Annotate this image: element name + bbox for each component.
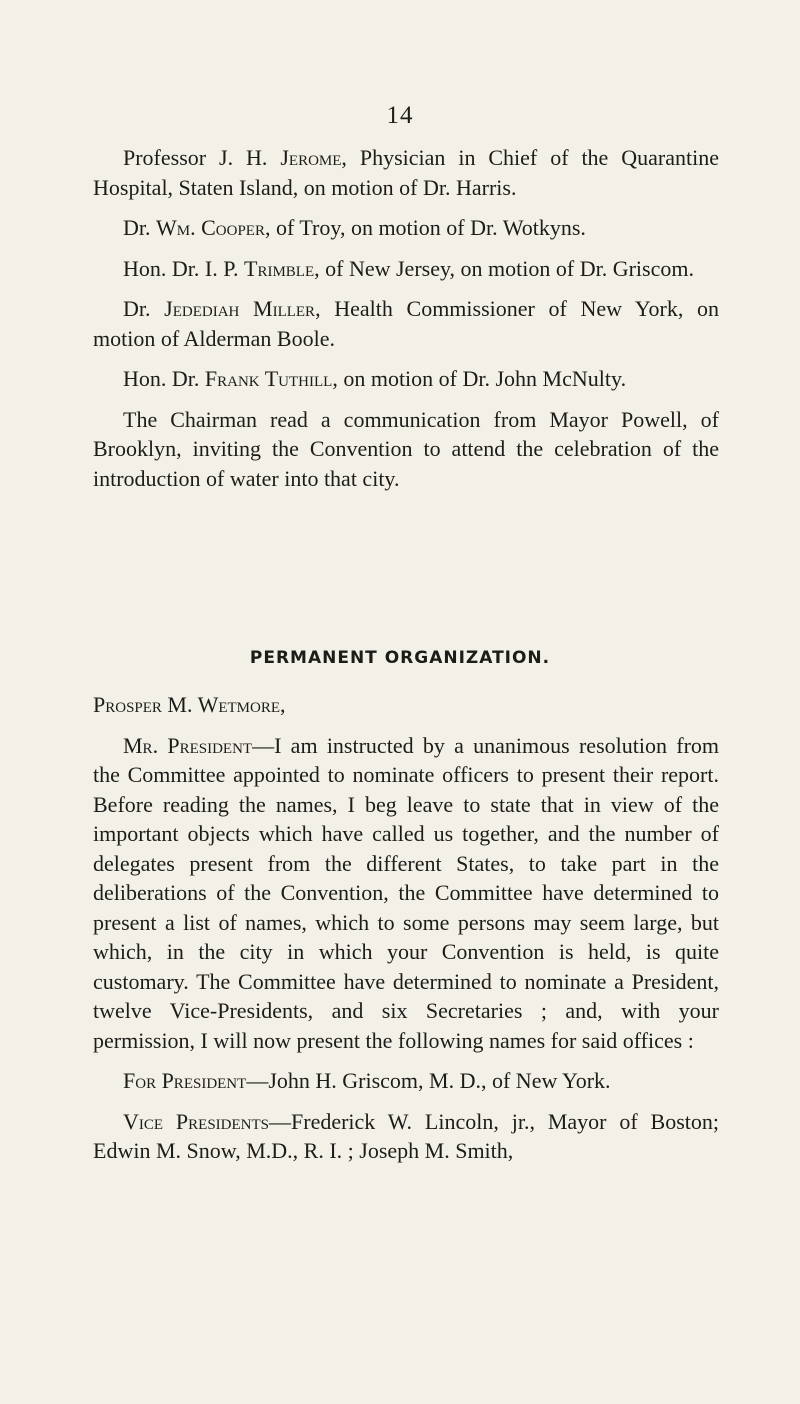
- member-entry: Dr. Wm. Cooper, of Troy, on motion of Dr. Wotkyns.: [123, 215, 586, 240]
- member-entry: Professor J. H. Jerome, Physician in Chief of the Quarantine Hospital, Staten Island, on motion of Dr. Harris.: [93, 145, 719, 200]
- president-nomination: For President—John H. Griscom, M. D., of New York.: [123, 1068, 611, 1093]
- members-section: [93, 143, 719, 504]
- member-entry: Hon. Dr. Frank Tuthill, on motion of Dr. John McNulty.: [123, 366, 627, 391]
- vice-presidents-nomination: Vice Presidents—Frederick W. Lincoln, jr., Mayor of Boston; Edwin M. Snow, M.D., R. I. ; Joseph M. Smith,: [93, 1108, 720, 1163]
- address-paragraph: Mr. President—I am instructed by a unanimous resolution from the Committee appointed to nominate officers to present their report. Before reading the names, I beg leave to state that in view of the important objects which have called us together, and the number of delegates present from the different States, to take part in the deliberations of the Convention, the Committee have determined to present a list of names, which to some persons may seem large, but which, in the city in which your Convention is held, is quite customary. The Committee have determined to nominate a President, twelve Vice-Presidents, and six Secretaries ; and, with your permission, I will now present the following names for said offices :: [93, 732, 720, 1053]
- member-entry: Dr. Jedediah Miller, Health Commissioner of New York, on motion of Alderman Boole.: [93, 296, 720, 351]
- chairman-paragraph: The Chairman read a communication from Mayor Powell, of Brooklyn, inviting the Convention to attend the celebration of the introduction of water into that city.: [93, 406, 719, 491]
- speaker-name: Prosper M. Wetmore,: [93, 692, 286, 717]
- section-heading: PERMANENT ORGANIZATION.: [249, 648, 551, 668]
- page-number: 14: [386, 102, 414, 129]
- organization-section: [93, 690, 719, 1177]
- member-entry: Hon. Dr. I. P. Trimble, of New Jersey, on motion of Dr. Griscom.: [123, 255, 694, 281]
